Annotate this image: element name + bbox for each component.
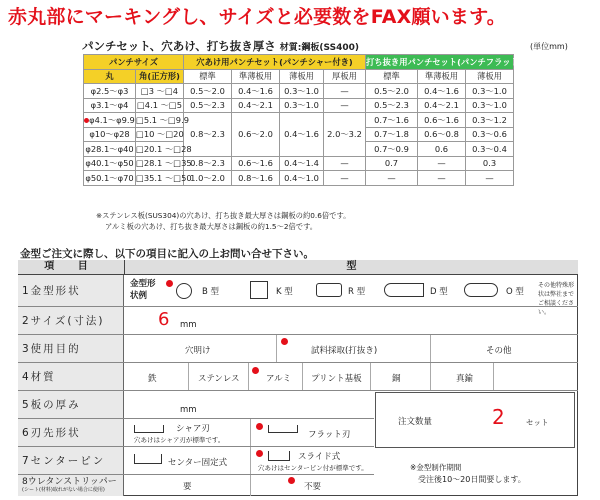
size-value[interactable]: 6 — [158, 309, 170, 330]
spec-title-text: パンチセット、穴あけ、打ち抜き厚さ — [82, 39, 276, 53]
cell: 0.5～2.0 — [184, 84, 232, 99]
cell-square: □4.1 ～□5 — [136, 98, 184, 113]
cell: 0.4～1.6 — [232, 84, 280, 99]
cell: 0.4～1.0 — [280, 171, 324, 186]
shape-k-icon[interactable] — [250, 281, 268, 299]
shape-r-label[interactable]: R 型 — [348, 287, 366, 297]
label-material: 4材質 — [18, 363, 124, 390]
marked-dot-icon — [281, 338, 288, 345]
label-blade: 6刃先形状 — [18, 419, 124, 446]
row-material — [18, 363, 578, 391]
cell-square: □5.1 ～□9.9 — [136, 113, 184, 128]
table-row — [84, 84, 514, 99]
blade-shear[interactable]: シャア刃 — [176, 424, 210, 434]
row-blade — [18, 419, 374, 447]
cell-merged: 0.4～1.6 — [280, 113, 324, 157]
table-row — [84, 98, 514, 113]
cell-square: □10 ～□20 — [136, 127, 184, 142]
cell: 0.7 — [366, 156, 418, 171]
spec-material: 材質:鋼板(SS400) — [279, 43, 359, 53]
quantity-box — [375, 392, 575, 448]
cell: 0.3～1.0 — [466, 84, 514, 99]
col-hole-standard: 標準 — [184, 69, 232, 84]
stripper-sub-text: (シート(材料)取れがない場合に使用) — [22, 487, 105, 493]
header-hole-set: 穴あけ用パンチセット(パンチシャー付き) — [184, 55, 366, 70]
cell-square: □35.1 ～□50 — [136, 171, 184, 186]
cell: 1.0～2.0 — [184, 171, 232, 186]
marked-dot-icon — [166, 280, 173, 287]
cell: 0.5～2.3 — [184, 98, 232, 113]
spec-unit: (単位mm) — [530, 42, 568, 51]
cell: 0.3～1.2 — [466, 113, 514, 128]
order-form-header — [18, 260, 578, 275]
col-cut-standard: 標準 — [366, 69, 418, 84]
stripper-required[interactable]: 要 — [183, 482, 192, 492]
center-slide[interactable]: スライド式 — [298, 452, 341, 462]
spec-table-title — [82, 38, 359, 54]
material-iron[interactable]: 鉄 — [148, 374, 157, 384]
cell-square: □28.1 ～□35 — [136, 156, 184, 171]
lead-time-label: ※金型制作期間 — [410, 463, 462, 472]
cell: 0.5～2.3 — [366, 98, 418, 113]
qty-unit: セット — [526, 418, 549, 427]
col-hole-semithin: 準薄板用 — [232, 69, 280, 84]
cell-round: φ3.1～φ4 — [84, 98, 136, 113]
cell: — — [418, 171, 466, 186]
material-stainless[interactable]: ステンレス — [198, 374, 240, 384]
cell-round: φ2.5～φ3 — [84, 84, 136, 99]
cell: 0.6 — [418, 142, 466, 157]
col-hole-thin: 薄板用 — [280, 69, 324, 84]
cell-merged: 0.6～2.0 — [232, 113, 280, 157]
lead-time-text: 受注後10～20日間要します。 — [418, 475, 526, 484]
shape-note: その他特殊形状は弊社までご相談ください。 — [538, 282, 575, 316]
shape-b-label[interactable]: B 型 — [202, 287, 220, 297]
spec-table — [83, 54, 523, 186]
cell: 0.3 — [466, 156, 514, 171]
label-use: 3使用目的 — [18, 335, 124, 362]
cell: — — [466, 171, 514, 186]
marked-dot-icon — [252, 367, 259, 374]
material-pcb[interactable]: プリント基板 — [311, 374, 362, 384]
cell-round: φ40.1～φ50 — [84, 156, 136, 171]
col-round: 丸 — [84, 69, 136, 84]
cell: — — [324, 156, 366, 171]
order-form-title: 金型ご注文に際し、以下の項目に記入の上お問い合せ下さい。 — [20, 248, 314, 260]
col-square: 角(正方形) — [136, 69, 184, 84]
shape-prefix: 金型形状例 — [130, 279, 156, 301]
marked-dot-icon — [288, 477, 295, 484]
row-size — [18, 307, 578, 335]
flat-blade-icon — [268, 425, 298, 433]
cell-round: φ50.1～φ70 — [84, 171, 136, 186]
cell-merged: 2.0～3.2 — [324, 113, 366, 157]
cell: 0.7～1.8 — [366, 127, 418, 142]
cell: 0.5～2.0 — [366, 84, 418, 99]
cell: 0.4～2.1 — [418, 98, 466, 113]
use-option-sample[interactable]: 試料採取(打抜き) — [311, 346, 378, 356]
cell-square: □20.1 ～□28 — [136, 142, 184, 157]
cell-round: φ28.1～φ40 — [84, 142, 136, 157]
cell: 0.4～1.6 — [418, 84, 466, 99]
col-type: 型 — [124, 260, 578, 274]
table-row — [84, 171, 514, 186]
cell: — — [324, 171, 366, 186]
cell: 0.6～1.6 — [418, 113, 466, 128]
spec-notes — [96, 210, 350, 232]
cell-square: □3 ～□4 — [136, 84, 184, 99]
marked-dot-icon — [256, 450, 263, 457]
shape-d-label[interactable]: D 型 — [430, 287, 448, 297]
label-stripper — [18, 475, 124, 496]
cell: — — [324, 84, 366, 99]
shape-d-icon[interactable] — [384, 283, 424, 297]
cell: 0.3～0.4 — [466, 142, 514, 157]
cell: 0.4～1.4 — [280, 156, 324, 171]
col-hole-thick: 厚板用 — [324, 69, 366, 84]
blade-flat[interactable]: フラット刃 — [308, 430, 351, 440]
header-punch-size: パンチサイズ — [84, 55, 184, 70]
stripper-label-text: 8ウレタンストリッパー — [22, 477, 117, 487]
cell-round: φ4.1～φ9.9 — [84, 113, 136, 128]
shape-k-label[interactable]: K 型 — [276, 287, 293, 297]
header-cut-set: 打ち抜き用パンチセット(パンチフラット) — [366, 55, 514, 70]
shape-r-icon[interactable] — [316, 283, 342, 297]
cell: — — [418, 156, 466, 171]
blade-note: 穴あけはシャア刃が標準です。 — [134, 436, 225, 444]
size-unit: mm — [180, 320, 197, 330]
headline: 赤丸部にマーキングし、サイズと必要数をFAX願います。 — [8, 6, 506, 28]
shape-o-icon[interactable] — [464, 283, 498, 297]
cell: — — [366, 171, 418, 186]
cell: 0.8～1.6 — [232, 171, 280, 186]
label-size: 2サイズ(寸法) — [18, 307, 124, 334]
cell-merged: 0.8～2.3 — [184, 113, 232, 157]
material-aluminum[interactable]: アルミ — [266, 374, 292, 384]
cell: 0.6～0.8 — [418, 127, 466, 142]
marked-dot-icon — [256, 423, 263, 430]
cell: 0.3～1.0 — [466, 98, 514, 113]
cell: 0.8～2.3 — [184, 156, 232, 171]
center-pin-icon — [134, 454, 162, 464]
material-brass[interactable]: 真鍮 — [456, 374, 474, 384]
label-center: 7センターピン — [18, 447, 124, 474]
col-item: 項 目 — [44, 261, 98, 272]
row-thickness — [18, 391, 374, 419]
cell: 0.7～1.6 — [366, 113, 418, 128]
cell: 0.3～0.6 — [466, 127, 514, 142]
cell: 0.3～1.0 — [280, 98, 324, 113]
col-cut-semithin: 準薄板用 — [418, 69, 466, 84]
center-note: 穴あけはセンターピン付が標準です。 — [258, 464, 368, 472]
table-row — [84, 156, 514, 171]
thickness-unit: mm — [180, 405, 197, 415]
table-row — [84, 113, 514, 128]
shear-blade-icon — [134, 425, 164, 433]
qty-value[interactable]: 2 — [492, 405, 505, 429]
qty-label: 注文数量 — [398, 417, 433, 427]
note-line: ※ステンレス板(SUS304)の穴あけ、打ち抜き最大厚さは鋼板の約0.6倍です。 — [96, 211, 351, 220]
cell: — — [324, 98, 366, 113]
label-shape: 1金型形状 — [18, 275, 124, 306]
use-option-hole[interactable]: 穴明け — [185, 346, 211, 356]
cell: 0.7～0.9 — [366, 142, 418, 157]
material-copper[interactable]: 銅 — [392, 374, 401, 384]
row-shape — [18, 275, 578, 316]
shape-b-icon[interactable] — [176, 283, 192, 299]
use-option-other[interactable]: その他 — [486, 346, 512, 356]
cell: 0.4～2.1 — [232, 98, 280, 113]
col-cut-thin: 薄板用 — [466, 69, 514, 84]
cell: 0.3～1.0 — [280, 84, 324, 99]
cell: 0.6～1.6 — [232, 156, 280, 171]
stripper-not-required[interactable]: 不要 — [304, 482, 322, 492]
row-use — [18, 335, 578, 363]
slide-pin-icon — [268, 451, 290, 461]
row-stripper — [18, 475, 374, 496]
note-line: アルミ板の穴あけ、打ち抜き最大厚さは鋼板の約1.5～2倍です。 — [105, 222, 318, 231]
label-thickness: 5板の厚み — [18, 391, 124, 418]
center-fixed[interactable]: センター固定式 — [168, 458, 228, 468]
shape-o-label[interactable]: O 型 — [506, 287, 524, 297]
cell-round: φ10～φ28 — [84, 127, 136, 142]
row-center — [18, 447, 374, 475]
